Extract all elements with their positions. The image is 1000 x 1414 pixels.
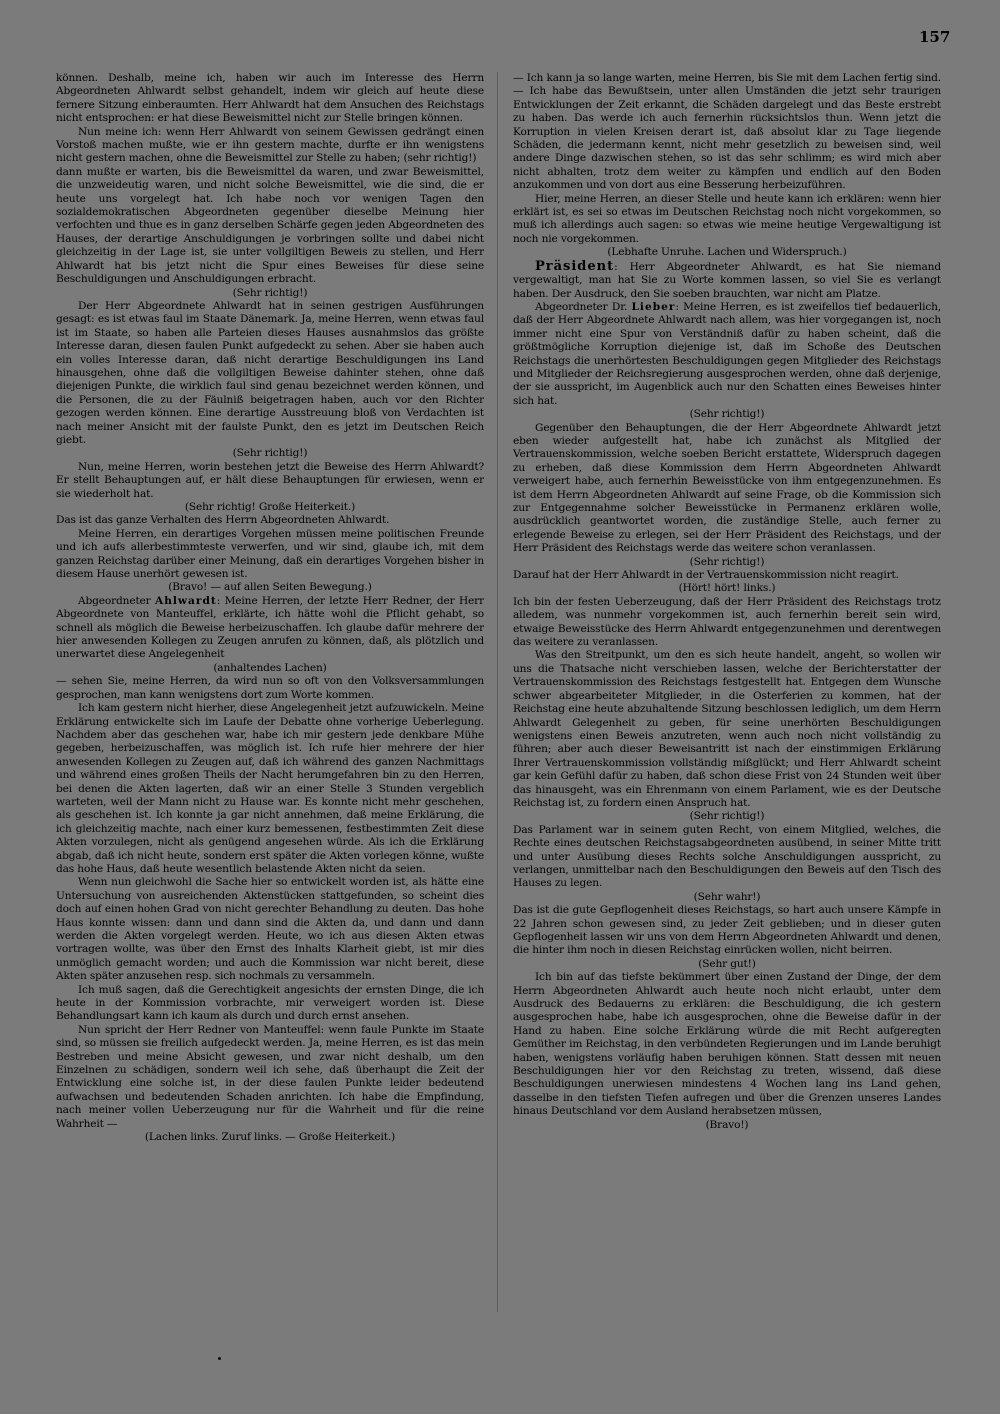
interjection: (Sehr richtig!) <box>689 408 765 421</box>
paragraph: können. Deshalb, meine ich, haben wir auch im Interesse des Herrn Abgeordneten Ahlwardt selbst gehandelt, indem wir gleich auf heute diese fernere Sitzung einberaumten. Herr Ahlwardt hat dem Ansuchen des Reichstags nicht entsprochen: er hat diese Beweismittel nicht zur Stelle bringen können. <box>56 72 484 125</box>
speaker-paragraph <box>56 595 484 662</box>
paragraph: Was den Streitpunkt, um den es sich heute handelt, angeht, so wollen wir uns die Thatsache nicht verschieben lassen, welche der Berichterstatter der Vertrauenskommission des Reichstags festgestellt hat. Entgegen dem Wunsche schwer abgearbeiteter Mitglieder, in die Osterferien zu kommen, hat der Reichstag eine heute abzuhaltende Sitzung beschlossen lediglich, um dem Herrn Ahlwardt Gelegenheit zu geben, für seine unerhörten Beschuldigungen wenigstens einen Beweis anzutreten, wenn auch noch nicht vollständig zu führen; aber auch dieser Beweisantritt ist nach der einstimmigen Erklärung Ihrer Vertrauenskommission vollständig mißglückt; und Herr Ahlwardt scheint gar kein Gefühl dafür zu haben, daß schon diese Frist von 24 Stunden weit über das hinausgeht, was ein Ehrenmann von einem Parlament, wie es der Deutsche Reichstag ist, zu fordern einen Anspruch hat. <box>513 649 941 809</box>
paragraph: Meine Herren, ein derartiges Vorgehen müssen meine politischen Freunde und ich aufs allerbestimmteste verwerfen, und wir sind, glaube ich, mit dem ganzen Reichstag darüber einer Meinung, daß ein derartiges Vorgehen bisher in diesem Hause unerhört gewesen ist. <box>56 527 484 581</box>
right-column <box>513 72 941 1372</box>
print-speck <box>218 1357 221 1360</box>
paragraph: Nun, meine Herren, worin bestehen jetzt die Beweise des Herrn Ahlwardt? Er stellt Behauptungen auf, er hält diese Behauptungen für erwiesen, wenn er sie wiederholt hat. <box>56 460 484 500</box>
speaker-name: Lieber <box>631 300 676 313</box>
paragraph: Das ist die gute Gepflogenheit dieses Reichstags, so hart auch unsere Kämpfe in 22 Jahren schon gewesen sind, zu jeder Zeit geblieben; und in dieser guten Gepflogenheit lassen wir uns von dem Herrn Abgeordneten Ahlwardt und denen, die hinter ihm noch in diesen Reichstag einrücken wollen, nicht beirren. <box>513 904 941 957</box>
interjection: (Sehr richtig!) <box>232 447 308 460</box>
paragraph: Ich bin auf das tiefste bekümmert über einen Zustand der Dinge, der dem Herrn Abgeordneten Ahlwardt auch heute noch nicht erlaubt, unter dem Ausdruck des Bedauerns zu erklären: die Beschuldigung, die ich gestern ausgesprochen habe, habe ich ausgesprochen, ohne die Beweise dafür in der Hand zu haben. Eine solche Erklärung würde die mit Recht aufgeregten Gemüther im Reichstag, in den verbündeten Regierungen und im Lande beruhigt haben, wenigstens vorläufig haben beruhigen können. Statt dessen mit neuen Beschuldigungen hier vor den Reichstag zu treten, wissend, daß diese Beschuldigungen unerwiesen mindestens 4 Wochen lang ins Land gehen, dasselbe in den tiefsten Tiefen aufregen und über die Grenzen unseres Landes hinaus Deutschland vor dem Ausland herabsetzen müssen, <box>513 971 941 1118</box>
paragraph: Darauf hat der Herr Ahlwardt in der Vertrauenskommission nicht reagirt. <box>513 569 899 582</box>
interjection: (Sehr richtig! Große Heiterkeit.) <box>184 501 356 513</box>
interjection: (Bravo! — auf allen Seiten Bewegung.) <box>168 581 372 594</box>
interjection: (Lebhafte Unruhe. Lachen und Widerspruch.) <box>607 246 847 259</box>
paragraph: dann mußte er warten, bis die Beweismittel da waren, und zwar Beweismittel, die unzweideutig waren, und nicht solche Beweismittel, wie die sind, die er heute uns vorgelegt hat. Ich habe noch vor wenigen Tagen den sozialdemokratischen Abgeordneten gegenüber dieselbe Meinung hier verfochten und thue es in ganz derselben Schärfe gegen jeden Abgeordneten des Hauses, der derartige Anschuldigungen je vorbringen sollte und dabei nicht gleichzeitig in der Lage ist, sie unter vollgiltigen Beweis zu stellen, und Herr Ahlwardt hat bis jetzt nicht die Spur eines Beweises für diese seine Beschuldigungen und Anschuldigungen erbracht. <box>56 165 484 286</box>
speaker-prefix: Abgeordneter <box>78 594 151 607</box>
column-divider <box>497 72 498 1312</box>
speaker-paragraph <box>513 260 941 301</box>
paragraph: — Ich kann ja so lange warten, meine Herren, bis Sie mit dem Lachen fertig sind. — Ich habe das Bewußtsein, unter allen Umständen die jetzt sehr traurigen Entwicklungen der Zeit erkannt, die Schäden dargelegt und das Beste erstrebt zu haben. Das werde ich auch fernerhin rücksichtslos thun. Wenn jetzt die Korruption in vielen Kreisen derart ist, daß absolut klar zu Tage liegende Schäden, die jedermann kennt, nicht mehr gesetzlich zu beweisen sind, weil andere Dinge dazwischen stehen, so ist das sehr schlimm; es wird mich aber nicht abhalten, trotz dem weiter zu kämpfen und endlich auf den Boden anzukommen und von dort aus eine Besserung herbeizuführen. <box>513 72 941 192</box>
paragraph: Ich bin der festen Ueberzeugung, daß der Herr Präsident des Reichstags trotz alledem, was nunmehr vorgekommen ist, auch fernerhin bereit sein wird, etwaige Beweisstücke des Herrn Ahlwardt entgegenzunehmen und derentwegen das weitere zu veranlassen. <box>513 595 941 649</box>
interjection: (Lachen links. Zuruf links. — Große Heiterkeit.) <box>144 1131 396 1144</box>
interjection: (Bravo!) <box>705 1118 749 1131</box>
speaker-prefix: Abgeordneter Dr. <box>535 300 628 313</box>
speaker-name: Ahlwardt <box>154 594 217 607</box>
paragraph: Das Parlament war in seinem guten Recht, von einem Mitglied, welches, die Rechte eines deutschen Reichstagsabgeordneten ausübend, in seiner Mitte tritt und unter Ausübung dieses Rechts solche Anschuldigungen ausspricht, zu verlangen, unmittelbar nach den Beschuldigungen den Beweis auf den Tisch des Hauses zu legen. <box>513 823 941 890</box>
interjection: (Sehr richtig!) <box>689 810 765 823</box>
paragraph: Das ist das ganze Verhalten des Herrn Abgeordneten Ahlwardt. <box>56 514 390 527</box>
interjection: (Sehr richtig!) <box>232 286 308 299</box>
speaker-name: Präsident <box>535 258 615 274</box>
paragraph: — sehen Sie, meine Herren, da wird nun so oft von den Volksversammlungen gesprochen, man kann wenigstens dort zum Worte kommen. <box>56 675 484 701</box>
paragraph: Der Herr Abgeordnete Ahlwardt hat in seinen gestrigen Ausführungen gesagt: es ist etwas faul im Staate Dänemark. Ja, meine Herren, wenn etwas faul ist im Staate, so haben alle Parteien dieses Hauses ausnahmslos das größte Interesse daran, diesen faulen Punkt aufgedeckt zu sehen. Aber sie haben auch ein volles Interesse daran, daß nicht derartige Beschuldigungen ins Land hinausgehen, ohne daß die vollgiltigen Beweise dahinter stehen, ohne daß diejenigen Punkte, die wirklich faul sind genau bezeichnet werden können, und die Personen, die zu der Fäulniß beigetragen haben, auch vor den Richter gezogen werden können. Eine derartige Ausstreuung bloß von Verdachten ist nach meiner Ansicht mit der faulste Punkt, den es jetzt im Deutschen Reich giebt. <box>56 299 484 446</box>
page-number: 157 <box>919 28 951 46</box>
paragraph: Nun spricht der Herr Redner von Manteuffel: wenn faule Punkte im Staate sind, so müssen sie freilich aufgedeckt werden. Ja, meine Herren, es ist das mein Bestreben und meine Absicht gewesen, und zwar nicht deshalb, um den Einzelnen zu schädigen, sondern weil ich sehe, daß überhaupt die Zeit der Entwicklung eine solche ist, in der diese faulen Punkte leider bedeutend aufwachsen und bedeutenden Schaden anrichten. Ich habe die Empfindung, nach meiner vollen Ueberzeugung nur für die Wahrheit und für die reine Wahrheit — <box>56 1023 484 1130</box>
paragraph: Ich kam gestern nicht hierher, diese Angelegenheit jetzt aufzuwickeln. Meine Erklärung entwickelte sich im Laufe der Debatte ohne vorherige Ueberlegung. Nachdem aber das geschehen war, habe ich mir gestern jede denkbare Mühe gegeben, herbeizuschaffen, was möglich ist. Ich rufe hier mehrere der hier anwesenden Kollegen zu Zeugen auf, daß ich während des ganzen Nachmittags und während eines großen Theils der Nacht herumgefahren bin zu den Herren, bei denen die Akten lagerten, daß wir an einer Stelle 3 Stunden vergeblich warteten, weil der Mann nicht zu Hause war. Es konnte nicht mehr geschehen, als geschehen ist. Ich konnte ja gar nicht annehmen, daß meine Erklärung, die ich gleichzeitig machte, nach einer kurz bemessenen, festbestimmten Zeit diese Akten vorzulegen, nicht als genügend angesehen würde. Als ich die Erklärung abgab, daß ich nicht heute, sondern erst später die Akten vorlegen könne, wußte das hohe Haus, daß heute wesentlich belastende Akten nicht da seien. <box>56 702 484 875</box>
speech-text: : Meine Herren, der letzte Herr Redner, der Herr Abgeordnete von Manteuffel, erklärte, ich hätte wohl die Pflicht gehabt, so schnell als möglich die Beweise herbeizuschaffen. Ich glaube dafür mehrere der hier anwesenden Kollegen zu Zeugen anrufen zu können, daß, als plötzlich und unerwartet diese Angelegenheit <box>56 594 484 661</box>
paragraph: Gegenüber den Behauptungen, die der Herr Abgeordnete Ahlwardt jetzt eben wieder aufgestellt hat, habe ich zunächst als Mitglied der Vertrauenskommission, welche soeben Bericht erstattete, Widerspruch dagegen zu erheben, daß diese Kommission dem Herrn Abgeordneten Ahlwardt verweigert habe, auch fernerhin Beweisstücke von ihm entgegenzunehmen. Es ist dem Herrn Abgeordneten Ahlwardt auf seine Frage, ob die Kommission sich zur Entgegennahme solcher Beweisstücke in Permanenz erklären wolle, ausdrücklich geantwortet worden, die zuständige Stelle, auch ferner zu erlegende Beweise zu erlegen, sei der Herr Präsident des Reichstags, und der Herr Präsident des Reichstags werde das weitere schon veranlassen. <box>513 421 941 555</box>
speaker-paragraph <box>513 301 941 408</box>
interjection: (Sehr wahr!) <box>693 890 761 903</box>
paragraph: Hier, meine Herren, an dieser Stelle und heute kann ich erklären: wenn hier erklärt ist, es sei so etwas im Deutschen Reichstag noch nicht vorgekommen, so muß ich allerdings auch sagen: so etwas wie meine heutige Vergewaltigung ist noch nie vorgekommen. <box>513 192 941 245</box>
speech-text: : Meine Herren, es ist zweifellos tief bedauerlich, daß der Herr Abgeordnete Ahlwardt nach allem, was hier vorgegangen ist, noch immer nicht eine Spur von Verständniß dafür zu haben scheint, daß die größtmögliche Korruption diejenige ist, daß im Schoße des Deutschen Reichstags die unerhörtesten Beschuldigungen gegen Mitglieder des Reichstags und Mitglieder der Reichsregierung ausgesprochen werden, ohne daß derjenige, der sie ausspricht, im Augenblick auch nur den Schatten eines Beweises hinter sich hat. <box>513 300 941 407</box>
interjection: (Sehr richtig!) <box>689 555 765 568</box>
speech-text: : Herr Abgeordneter Ahlwardt, es hat Sie niemand vergewaltigt, man hat Sie zu Worte kommen lassen, so viel Sie es verlangt haben. Der Ausdruck, den Sie soeben brauchten, war nicht am Platze. <box>513 260 941 300</box>
interjection: (Hört! hört! links.) <box>678 582 776 595</box>
paragraph: Ich muß sagen, daß die Gerechtigkeit angesichts der ernsten Dinge, die ich heute in der Kommission vorbrachte, mir verweigert worden ist. Diese Behandlungsart kann ich kaum als durch und durch ernst ansehen. <box>56 983 484 1023</box>
paragraph: Nun meine ich: wenn Herr Ahlwardt von seinem Gewissen gedrängt einen Vorstoß machen mußte, wie er ihn gestern machte, durfte er ihn wenigstens nicht gestern machen, ohne die Beweismittel zur Stelle zu haben; (sehr richtig!) <box>56 125 484 165</box>
interjection: (anhaltendes Lachen) <box>213 661 327 674</box>
interjection: (Sehr gut!) <box>698 957 756 970</box>
paragraph: Wenn nun gleichwohl die Sache hier so entwickelt worden ist, als hätte eine Untersuchung von ausreichenden Aktenstücken stattgefunden, so scheint dies doch auf einen hohen Grad von nicht gerechter Behandlung zu deuten. Das hohe Haus konnte wissen: dann und dann sind die Akten da, und dann und dann werden die Akten vorgelegt werden. Heute, wo ich aus diesen Akten etwas vortragen wollte, was über den Ernst des Inhalts Klarheit giebt, ist mir dies unmöglich gemacht worden; und auch die Kommission war nicht bereit, diese Akten später anzusehen resp. sich nochmals zu versammeln. <box>56 876 484 983</box>
left-column <box>56 72 484 1372</box>
